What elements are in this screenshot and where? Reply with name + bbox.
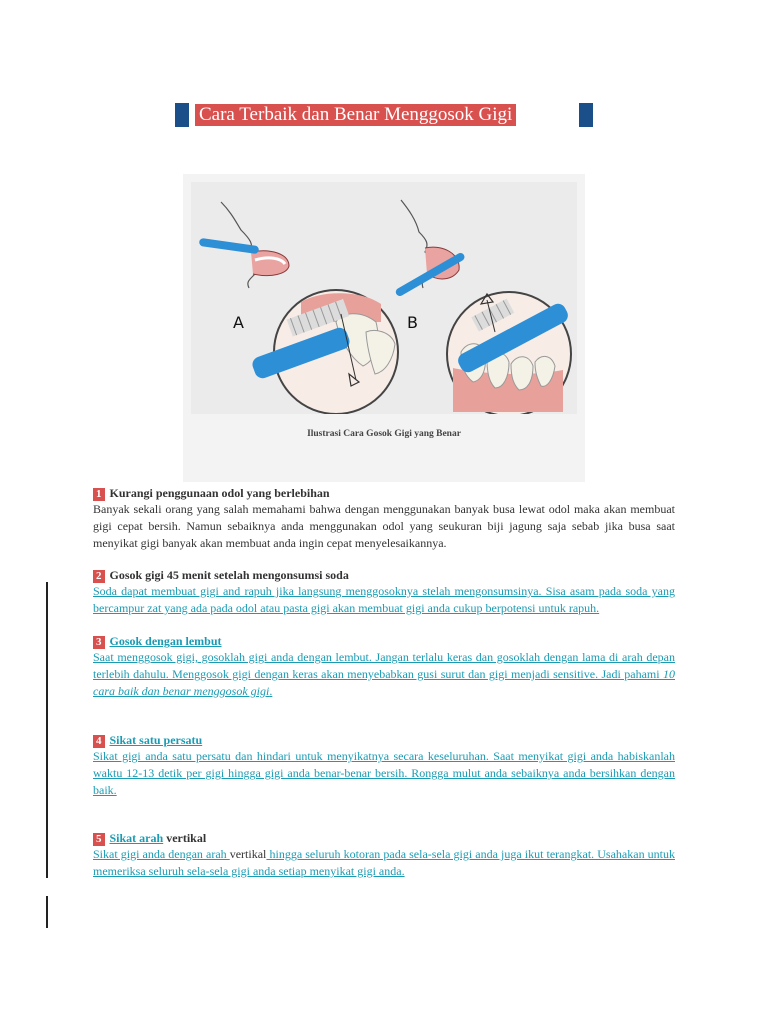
tip-heading-5: [93, 830, 675, 846]
tip-number-badge: 1: [93, 488, 105, 501]
tip-section-3: [93, 633, 675, 700]
tip-section-1: [93, 485, 675, 552]
label-a: A: [233, 313, 244, 332]
tip-body-link-end[interactable]: .: [269, 684, 273, 698]
toothbrush-illustration: [183, 174, 585, 482]
tip-heading-4: [93, 732, 675, 748]
figure-caption: Ilustrasi Cara Gosok Gigi yang Benar: [307, 429, 461, 439]
tip-heading-link[interactable]: Sikat arah: [109, 831, 164, 845]
tip-body-link[interactable]: Saat menggosok gigi, gosoklah gigi anda dengan lembut. Jangan terlalu keras dan gosoklah dengan lama di arah depan terlebih dahulu. Menggosok gigi dengan keras akan menyebabkan gusi surut dan gigi menjadi sensitive. Jadi pahami: [93, 650, 675, 681]
tip-section-4: [93, 732, 675, 799]
tip-heading-1: [93, 485, 675, 501]
title-block-right: [579, 103, 593, 127]
tip-heading-link[interactable]: Gosok dengan lembut: [109, 634, 222, 648]
tip-body-3: [93, 649, 675, 700]
tip-heading-3: [93, 633, 675, 649]
tip-section-2: [93, 567, 675, 617]
tip-section-5: [93, 830, 675, 880]
tip-body-link[interactable]: Sikat gigi anda dengan arah: [93, 847, 230, 861]
tip-body-5: [93, 846, 675, 880]
tip-number-badge: 5: [93, 833, 105, 846]
tip-heading-text: Kurangi penggunaan odol yang berlebihan: [109, 486, 330, 500]
tip-number-badge: 4: [93, 735, 105, 748]
tip-number-badge: 3: [93, 636, 105, 649]
tip-body-4[interactable]: Sikat gigi anda satu persatu dan hindari untuk menyikatnya secara keseluruhan. Saat menyikat gigi anda habiskanlah waktu 12-13 detik per gigi hingga gigi anda benar-benar bersih. Rongga mulut anda sebaiknya anda bersihkan dengan baik.: [93, 749, 675, 797]
tip-heading-link[interactable]: Sikat satu persatu: [109, 733, 203, 747]
tip-body-plain: vertikal: [229, 847, 267, 861]
tip-number-badge: 2: [93, 570, 105, 583]
page-title: Cara Terbaik dan Benar Menggosok Gigi: [195, 104, 516, 126]
margin-rule-bottom: [46, 896, 48, 928]
label-b: B: [407, 313, 418, 332]
tip-heading-plain: vertikal: [163, 831, 207, 845]
title-block-left: [175, 103, 189, 127]
page-title-banner: [175, 103, 593, 127]
tip-heading-text: Gosok gigi 45 menit setelah mengonsumsi soda: [109, 568, 349, 582]
margin-rule-top: [46, 582, 48, 878]
tip-body-1: Banyak sekali orang yang salah memahami bahwa dengan menggunakan banyak busa lewat odol maka akan membuat gigi cepat bersih. Namun sebaiknya anda menggunakan odol yang seukuran biji jagung saja sebab jika busa saat menyikat gigi banyak akan membuat anda ingin cepat menyelesaikannya.: [93, 502, 675, 550]
tip-body-link-2[interactable]: hingga seluruh kotoran pada sela-sela gigi anda juga ikut terangkat. Usahakan untuk memeriksa seluruh sela-sela gigi anda setiap menyikat gigi anda.: [93, 847, 675, 878]
tip-heading-2: [93, 567, 675, 583]
tip-body-2[interactable]: Soda dapat membuat gigi and rapuh jika langsung menggosoknya stelah mengonsumsinya. Sisa asam pada soda yang bercampur zat yang ada pada odol atau pasta gigi akan membuat gigi anda cukup berpotensi untuk rapuh.: [93, 584, 675, 615]
article-link[interactable]: 10 cara baik dan benar menggosok gigi: [93, 667, 675, 698]
brushing-diagram: [191, 182, 577, 414]
